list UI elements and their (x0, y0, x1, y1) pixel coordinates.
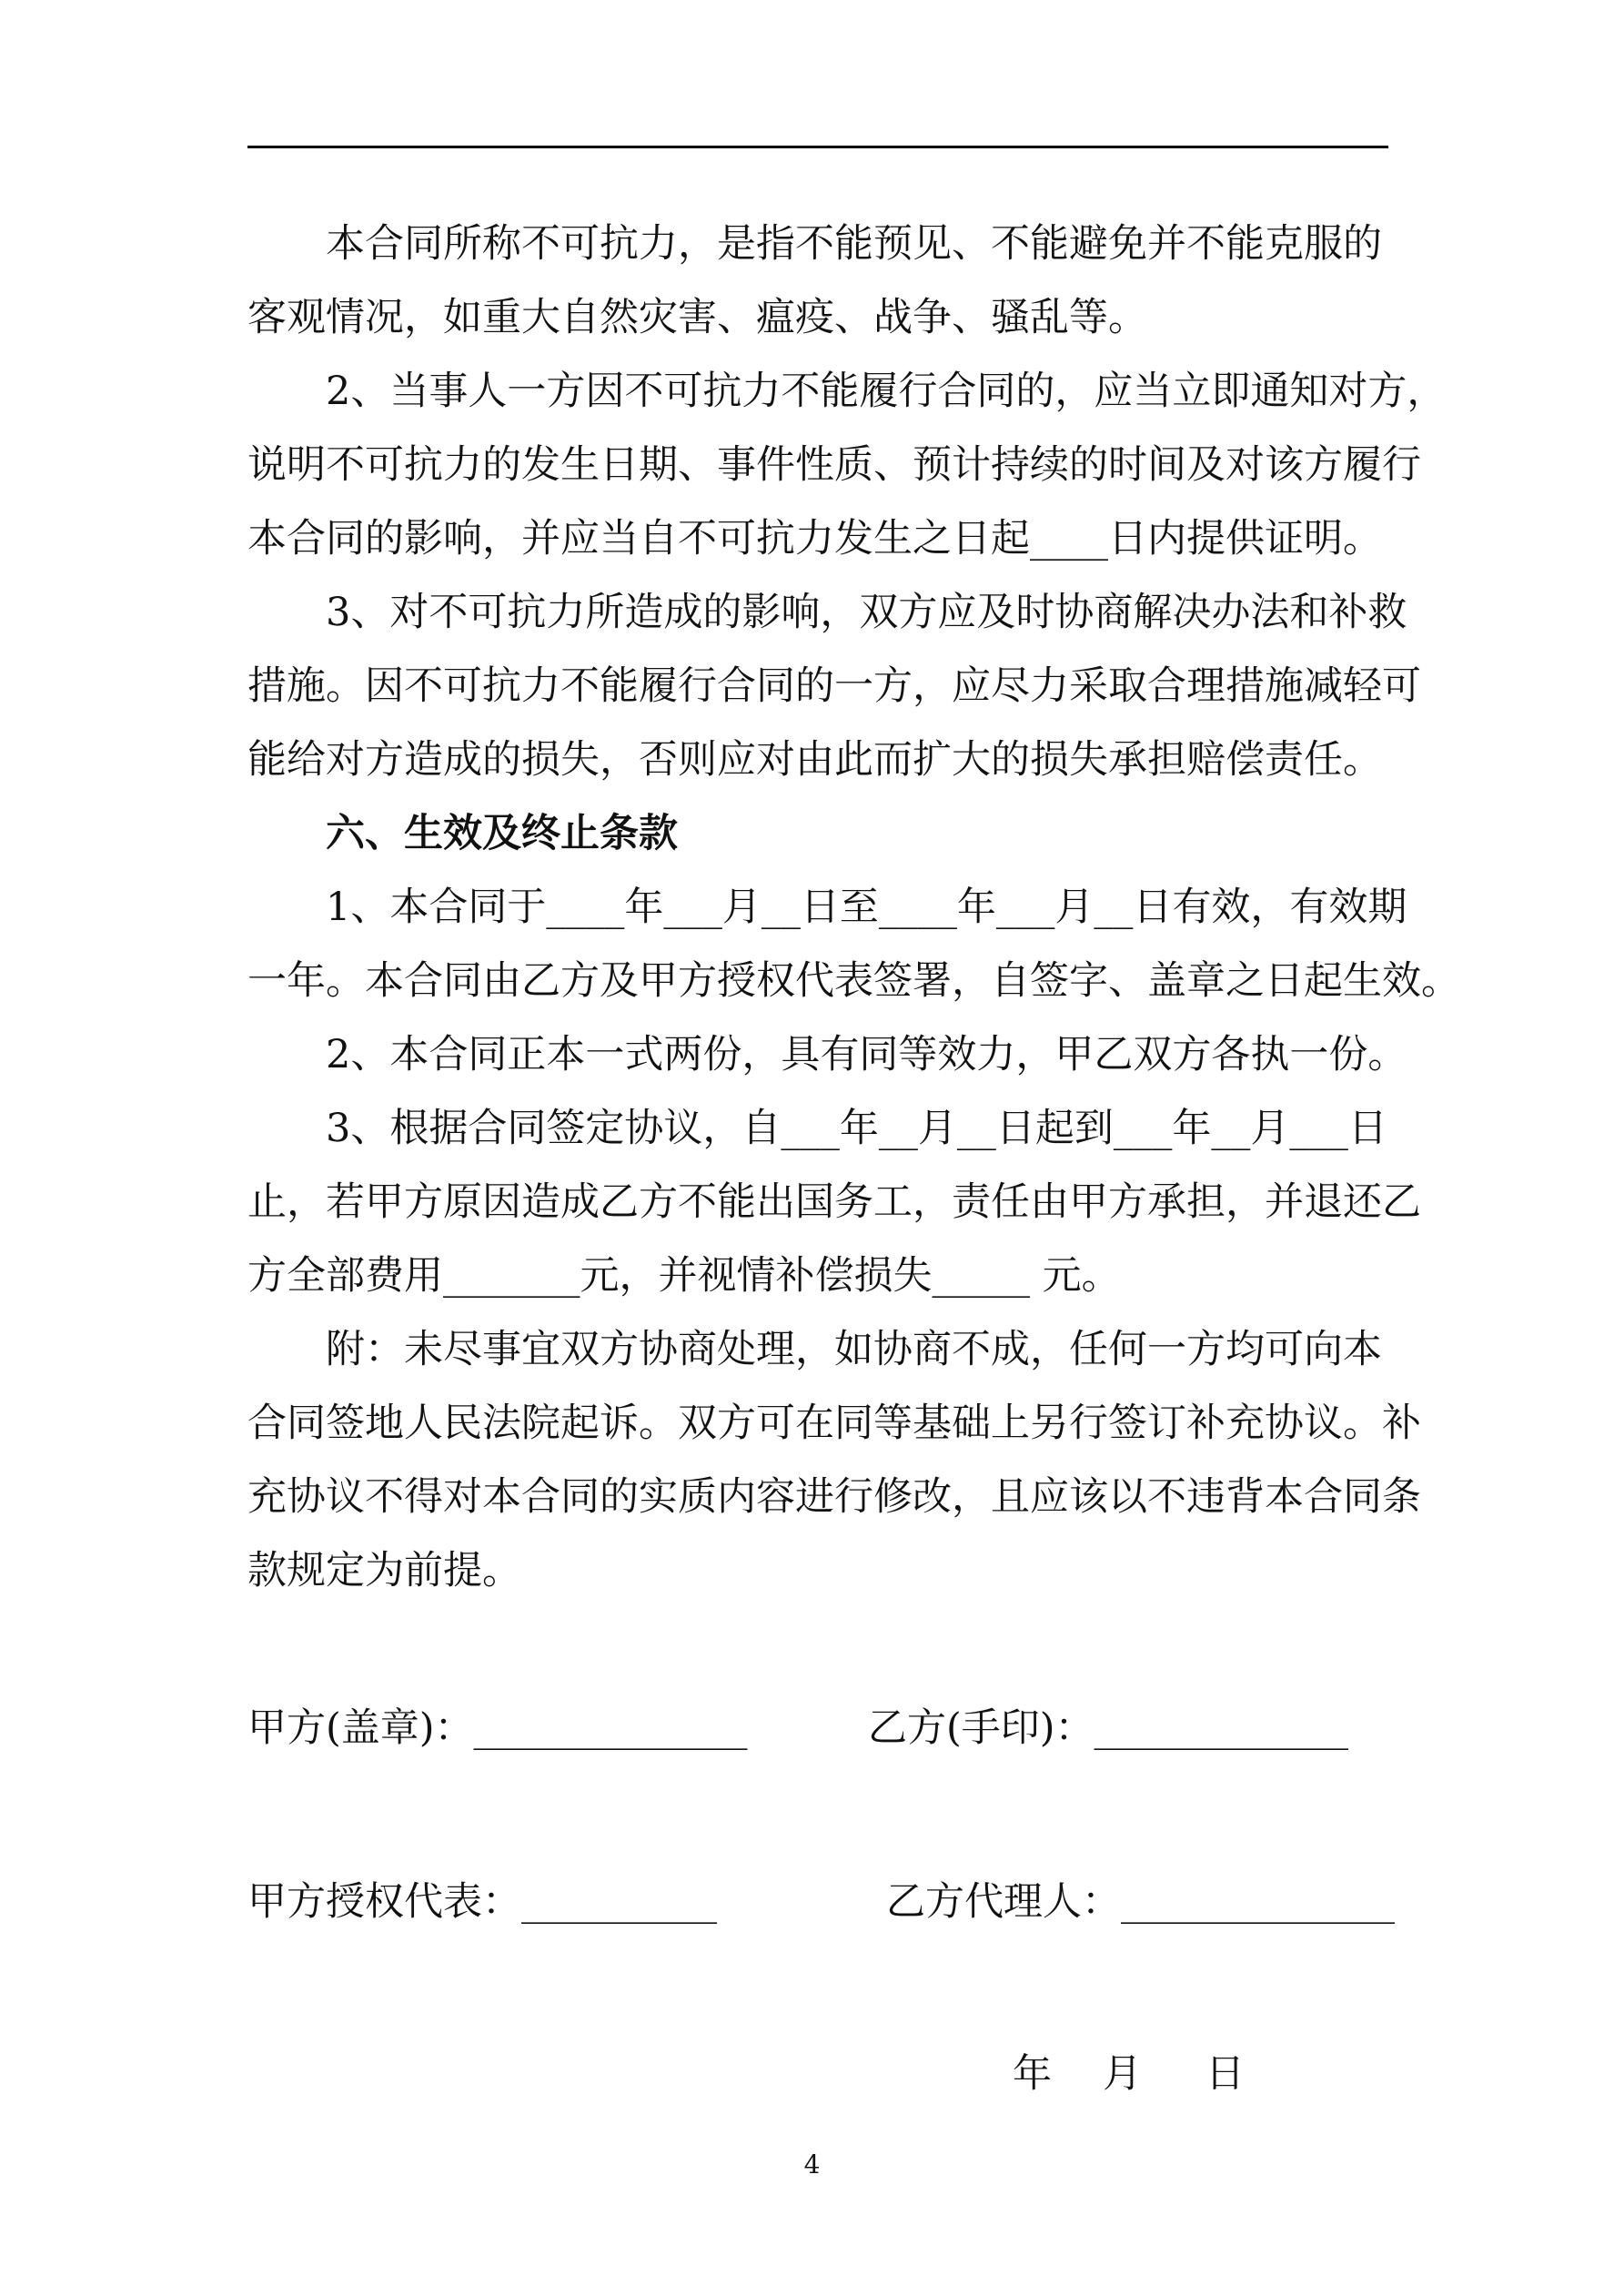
text-line: 2、本合同正本一式两份，具有同等效力，甲乙双方各执一份。 (326, 1032, 1407, 1077)
text-line: 2、当事人一方因不可抗力不能履行合同的，应当立即通知对方， (326, 369, 1447, 414)
contract-body (247, 207, 1460, 1608)
date-year: 年 (1013, 2051, 1052, 2097)
party-b-agent-field: 乙方代理人：______________ (886, 1879, 1395, 1925)
text-line: 措施。因不可抗力不能履行合同的一方，应尽力采取合理措施减轻可 (247, 663, 1421, 709)
text-line: 本合同的影响，并应当自不可抗力发生之日起____日内提供证明。 (247, 516, 1382, 561)
text-line: 方全部费用_______元，并视情补偿损失_____ 元。 (247, 1253, 1121, 1299)
text-line: 客观情况，如重大自然灾害、瘟疫、战争、骚乱等。 (247, 295, 1147, 340)
text-line: 能给对方造成的损失，否则应对由此而扩大的损失承担赔偿责任。 (247, 737, 1382, 783)
date-month: 月 (1103, 2051, 1142, 2097)
text-line: 一年。本合同由乙方及甲方授权代表签署，自签字、盖章之日起生效。 (247, 958, 1460, 1004)
party-a-representative-field: 甲方授权代表：__________ (247, 1879, 717, 1925)
party-b-print-field: 乙方(手印)：_____________ (868, 1705, 1349, 1751)
text-line: 款规定为前提。 (247, 1548, 521, 1593)
page-number: 4 (803, 2149, 821, 2180)
date-day: 日 (1205, 2051, 1245, 2097)
text-line: 附：未尽事宜双方协商处理，如协商不成，任何一方均可向本 (326, 1327, 1382, 1372)
text-line: 合同签地人民法院起诉。双方可在同等基础上另行签订补充协议。补 (247, 1401, 1421, 1446)
text-line: 3、对不可抗力所造成的影响，双方应及时协商解决办法和补救 (326, 590, 1407, 635)
text-line: 3、根据合同签定协议，自___年__月__日起到___年__月___日 (326, 1106, 1387, 1151)
text-line: 本合同所称不可抗力，是指不能预见、不能避免并不能克服的 (326, 221, 1382, 267)
header-rule (247, 146, 1388, 148)
text-line: 1、本合同于____年___月__日至____年___月__日有效，有效期 (326, 885, 1407, 930)
text-line: 说明不可抗力的发生日期、事件性质、预计持续的时间及对该方履行 (247, 442, 1421, 488)
text-line: 充协议不得对本合同的实质内容进行修改，且应该以不违背本合同条 (247, 1474, 1421, 1520)
party-a-seal-field: 甲方(盖章)：______________ (247, 1705, 748, 1751)
section-heading: 六、生效及终止条款 (326, 811, 678, 856)
text-line: 止，若甲方原因造成乙方不能出国务工，责任由甲方承担，并退还乙 (247, 1179, 1421, 1225)
